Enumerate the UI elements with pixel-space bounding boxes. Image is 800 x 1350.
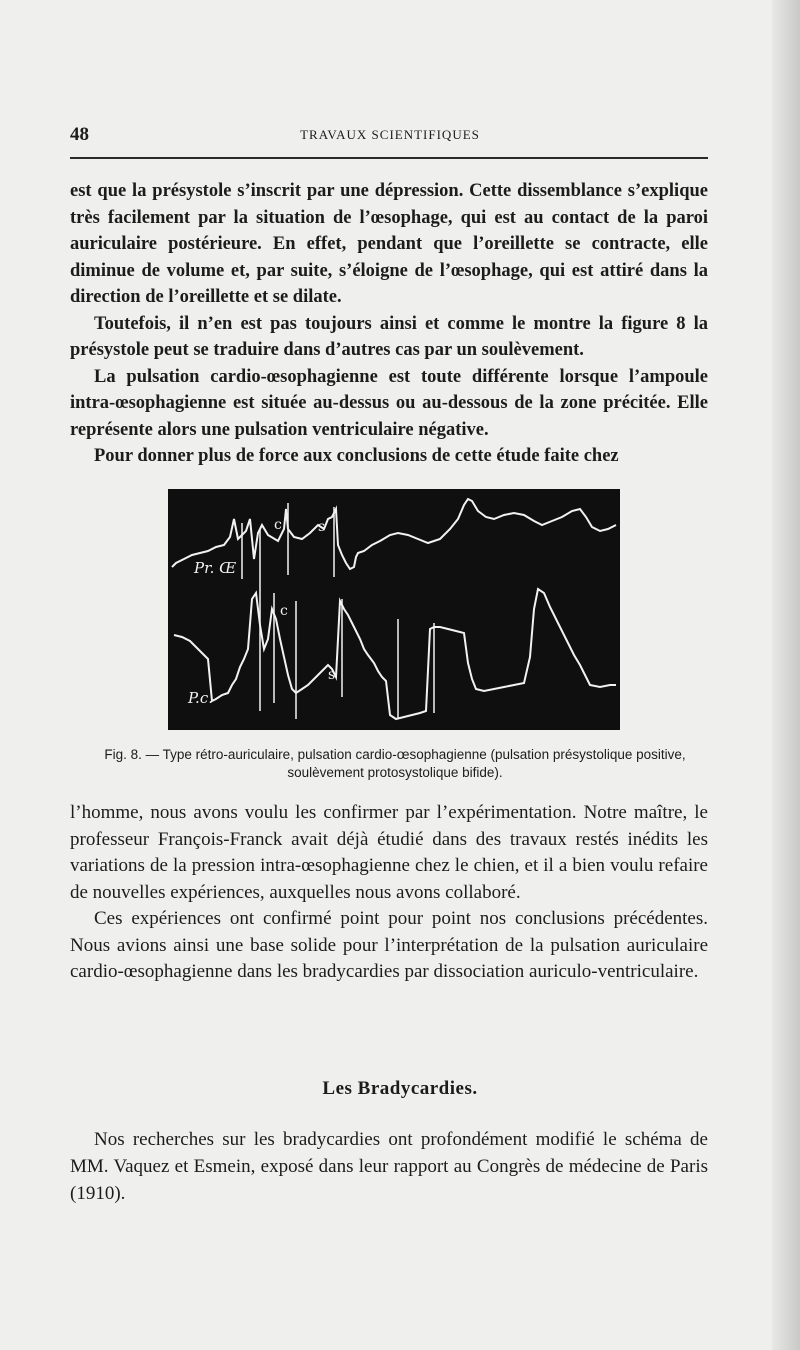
label-cardiac-trace: P.c. (188, 689, 213, 707)
label-c-lower: c (280, 603, 288, 619)
figure-tracing (168, 489, 620, 730)
body-text-bottom (70, 800, 708, 986)
tracing-image (168, 489, 620, 730)
section-heading: Les Bradycardies. (322, 1078, 478, 1099)
label-s-upper: s (318, 519, 326, 535)
label-c-upper: c (274, 517, 282, 533)
label-s-lower: s (328, 667, 336, 683)
page-number: 48 (70, 124, 89, 145)
figure-caption: Fig. 8. — Type rétro-auriculaire, pulsation cardio-œsophagienne (pulsation présystolique positive, soulèvement protosystolique bifide). (104, 747, 686, 780)
paragraph: Pour donner plus de force aux conclusions de cette étude faite chez (94, 446, 619, 466)
page-edge-shadow (772, 0, 800, 1350)
paragraph: l’homme, nous avons voulu les confirmer par l’expérimentation. Notre maître, le professeur François-Franck avait déjà étudié dans des travaux restés inédits les variations de la pression intra-œsophagienne chez le chien, et il a bien voulu refaire de nouvelles expériences, auxquelles nous avons collaboré. (70, 802, 708, 903)
paragraph: Nos recherches sur les bradycardies ont profondément modifié le schéma de MM. Vaquez et Esmein, exposé dans leur rapport au Congrès de médecine de Paris (1910). (70, 1129, 708, 1204)
paragraph: La pulsation cardio-œsophagienne est toute différente lorsque l’ampoule intra-œsophagienne est située au-dessus ou au-dessous de la zone précitée. Elle représente alors une pulsation ventriculaire négative. (70, 366, 708, 440)
trace-cardiac (174, 589, 616, 719)
paragraph: Toutefois, il n’en est pas toujours ainsi et comme le montre la figure 8 la présystole peut se traduire dans d’autres cas par un soulèvement. (70, 313, 708, 360)
body-text-top (70, 178, 708, 470)
body-text-section (70, 1126, 708, 1207)
running-head: TRAVAUX SCIENTIFIQUES (300, 127, 480, 142)
page-header (70, 124, 710, 148)
trace-oesophageal (172, 499, 616, 569)
label-oesophageal-trace: Pr. Œ (194, 559, 237, 577)
header-rule (70, 157, 708, 159)
paragraph: est que la présystole s’inscrit par une dépression. Cette dissemblance s’explique très facilement par la situation de l’œsophage, qui est au contact de la paroi auriculaire postérieure. En effet, pendant que l’oreillette se contracte, elle diminue de volume et, par suite, s’éloigne de l’œsophage, qui est attiré dans la direction de l’oreillette et se dilate. (70, 181, 708, 307)
paragraph: Ces expériences ont confirmé point pour point nos conclusions précédentes. Nous avions ainsi une base solide pour l’interprétation de la pulsation auriculaire cardio-œsophagienne dans les bradycardies par dissociation auriculo-ventriculaire. (70, 908, 708, 982)
